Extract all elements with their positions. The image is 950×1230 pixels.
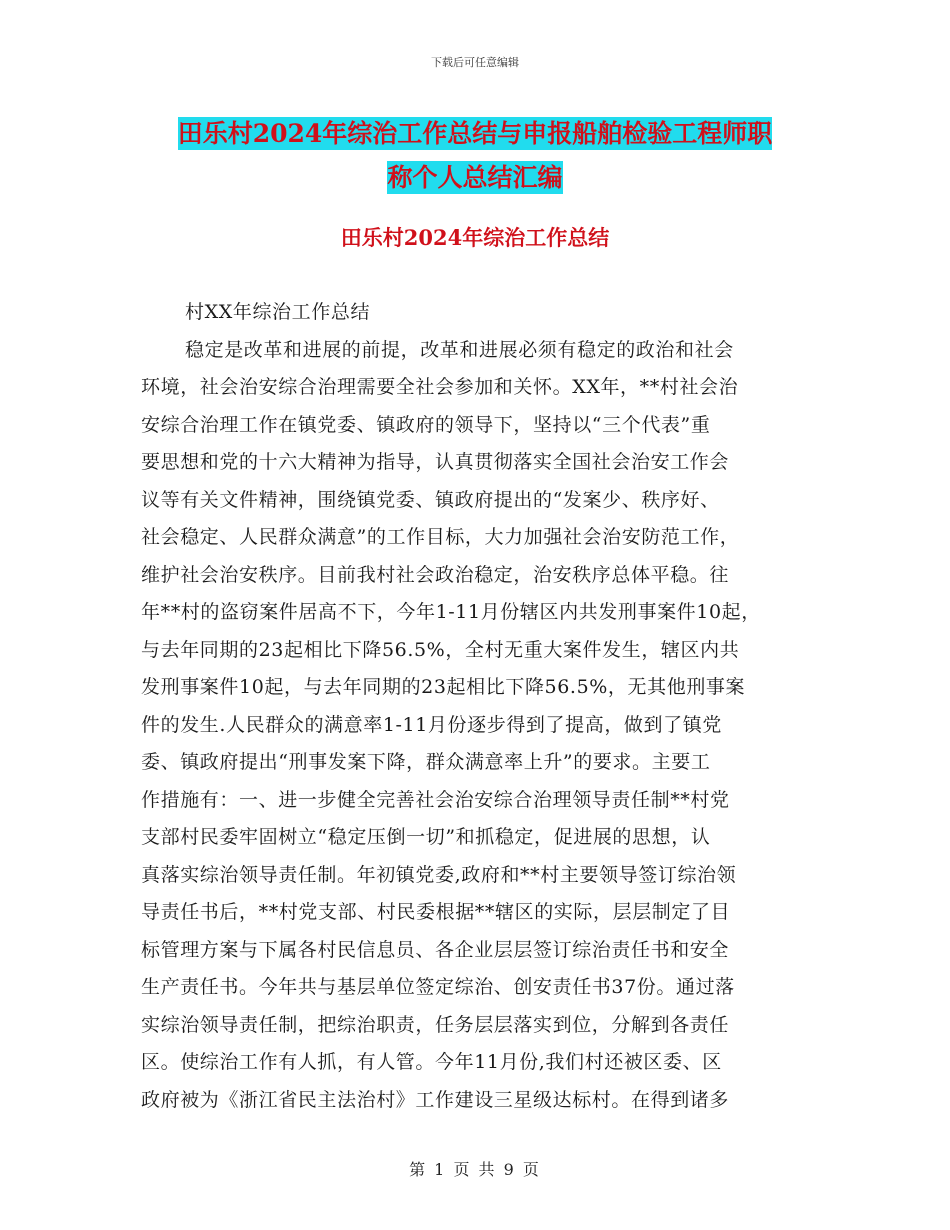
body-line: 稳定是改革和进展的前提，改革和进展必须有稳定的政治和社会	[185, 338, 734, 361]
body-line: 维护社会治安秩序。目前我村社会政治稳定，治安秩序总体平稳。往	[141, 563, 730, 586]
body-line: 导责任书后，**村党支部、村民委根据**辖区的实际，层层制定了目	[141, 901, 731, 923]
page-header-note: 下载后可任意编辑	[431, 56, 519, 69]
body-line: 支部村民委牢固树立“稳定压倒一切”和抓稳定，促进展的思想，认	[141, 826, 711, 848]
body-line: 与去年同期的23起相比下降56.5%，全村无重大案件发生，辖区内共	[141, 638, 740, 661]
body-line: 标管理方案与下属各村民信息员、各企业层层签订综治责任书和安全	[141, 938, 730, 961]
body-line: 年**村的盗窃案件居高不下，今年1-11月份辖区内共发刑事案件10起，	[141, 601, 761, 623]
body-line: 作措施有：一、进一步健全完善社会治安综合治理领导责任制**村党	[141, 788, 730, 811]
body-line: 社会稳定、人民群众满意”的工作目标，大力加强社会治安防范工作，	[141, 526, 740, 548]
body-line: 要思想和党的十六大精神为指导，认真贯彻落实全国社会治安工作会	[141, 451, 730, 473]
body-line: 安综合治理工作在镇党委、镇政府的领导下，坚持以“三个代表”重	[141, 413, 711, 436]
body-line: 生产责任书。今年共与基层单位签定综治、创安责任书37份。通过落	[141, 976, 735, 998]
body-line: 真落实综治领导责任制。年初镇党委,政府和**村主要领导签订综治领	[141, 863, 737, 886]
body-line-subtitle: 村XX年综治工作总结	[185, 301, 371, 323]
body-line: 区。使综治工作有人抓，有人管。今年11月份,我们村还被区委、区	[141, 1051, 722, 1073]
document-title-line-2: 称个人总结汇编	[387, 163, 563, 192]
body-line: 环境，社会治安综合治理需要全社会参加和关怀。XX年，**村社会治	[141, 376, 739, 398]
body-line: 政府被为《浙江省民主法治村》工作建设三星级达标村。在得到诸多	[141, 1088, 730, 1111]
section-title: 田乐村2024年综治工作总结	[340, 225, 610, 250]
page-number-footer: 第 1 页 共 9 页	[409, 1160, 541, 1179]
body-line: 件的发生.人民群众的满意率1-11月份逐步得到了提高，做到了镇党	[141, 713, 722, 736]
body-line: 发刑事案件10起，与去年同期的23起相比下降56.5%，无其他刑事案	[141, 676, 746, 698]
body-line: 实综治领导责任制，把综治职责，任务层层落实到位，分解到各责任	[141, 1013, 730, 1036]
body-line: 委、镇政府提出“刑事发案下降，群众满意率上升”的要求。主要工	[141, 751, 711, 773]
body-text	[141, 294, 811, 1119]
body-line: 议等有关文件精神，围绕镇党委、镇政府提出的“发案少、秩序好、	[141, 488, 720, 511]
document-title-line-1: 田乐村2024年综治工作总结与申报船舶检验工程师职	[177, 119, 773, 148]
document-title	[140, 112, 810, 200]
